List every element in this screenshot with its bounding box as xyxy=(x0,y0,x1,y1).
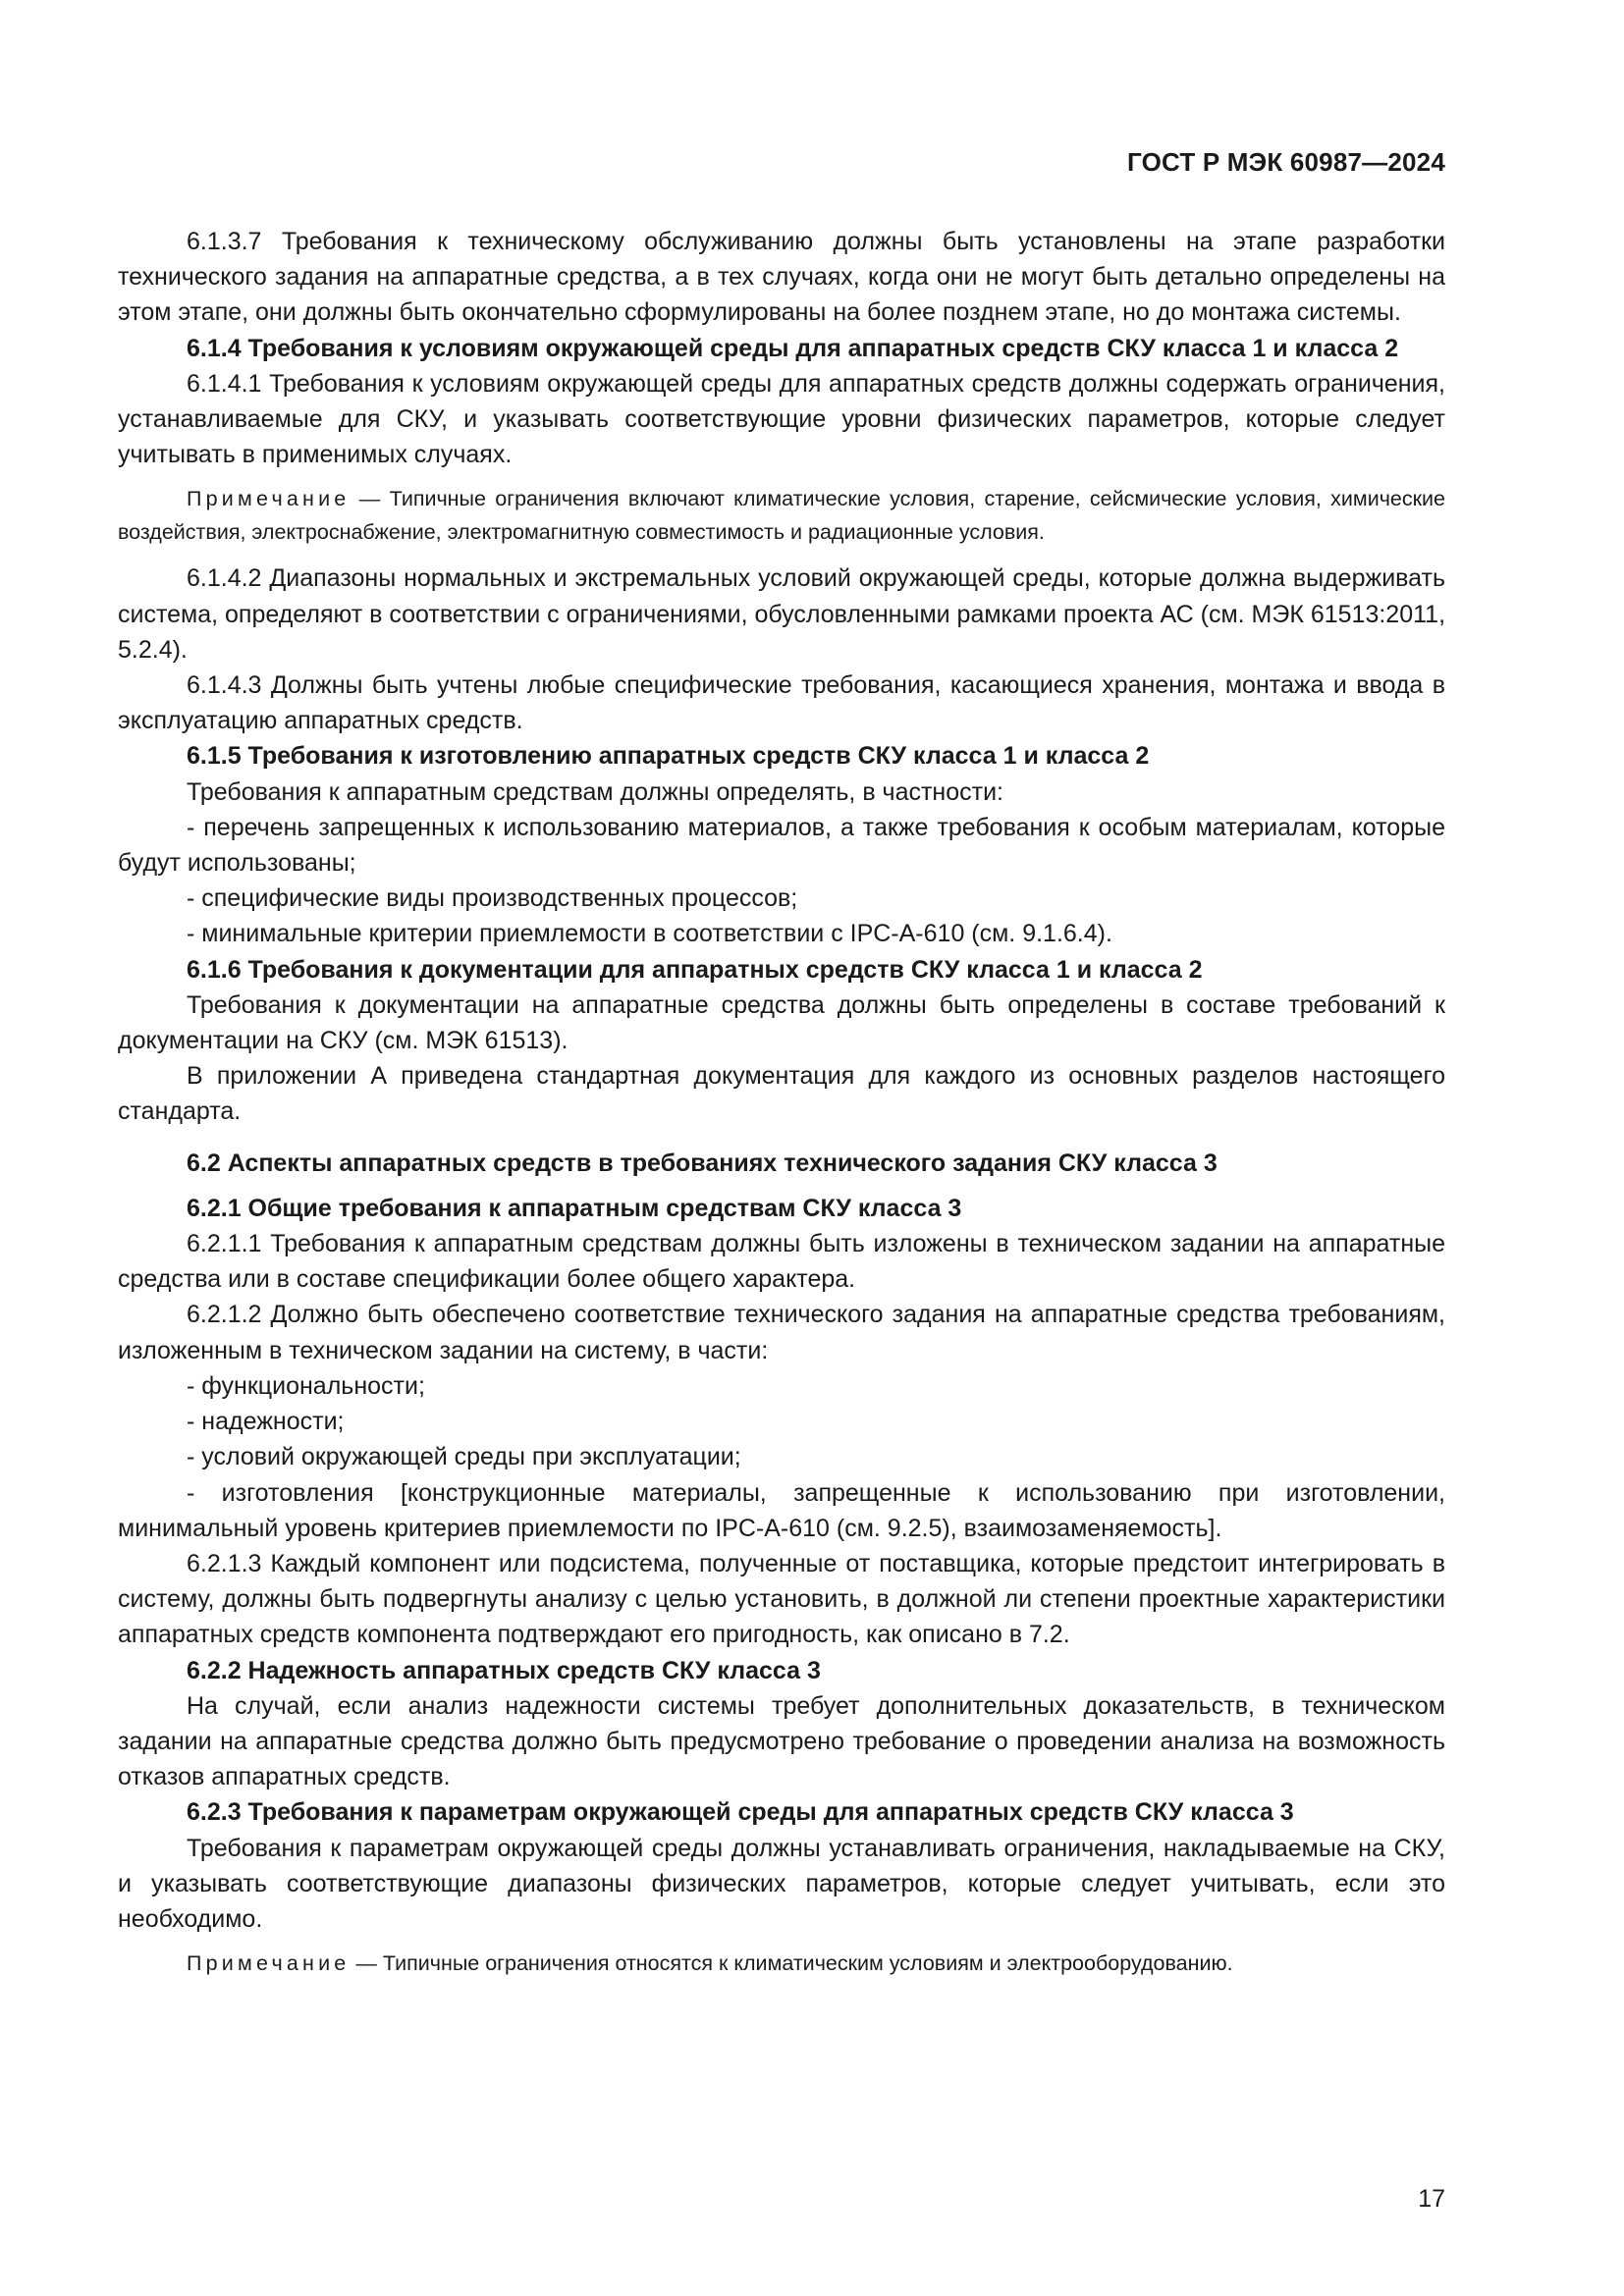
heading-6-1-6: 6.1.6 Требования к документации для аппаратных средств СКУ класса 1 и класса 2 xyxy=(187,955,1203,984)
document-body xyxy=(118,224,1445,1992)
paragraph-6-1-6-b: В приложении А приведена стандартная документация для каждого из основных разделов настоящего стандарта. xyxy=(118,1062,1445,1126)
page-number: 17 xyxy=(1418,2185,1445,2213)
heading-6-1-5: 6.1.5 Требования к изготовлению аппаратных средств СКУ класса 1 и класса 2 xyxy=(187,742,1150,771)
paragraph-6-2-2: На случай, если анализ надежности системы требует дополнительных доказательств, в техническом задании на аппаратные средства должно быть предусмотрено требование о проведении анализа на возможность отказов аппаратных средств. xyxy=(118,1691,1445,1791)
list-item-environment: - условий окружающей среды при эксплуатации; xyxy=(187,1443,741,1471)
clause-6-2-1-2: 6.2.1.2 Должно быть обеспечено соответствие технического задания на аппаратные средства требованиям, изложенным в техническом задании на систему, в части: xyxy=(118,1301,1445,1364)
note-text: — Типичные ограничения относятся к климатическим условиям и электрооборудованию. xyxy=(350,1951,1233,1976)
clause-6-1-3-7: 6.1.3.7 Требования к техническому обслуживанию должны быть установлены на этапе разработки технического задания на аппаратные средства, а в тех случаях, когда они не могут быть детально определены на этом этапе, они должны быть окончательно сформулированы на более позднем этапе, но до монтажа системы. xyxy=(118,228,1445,327)
list-item-reliability: - надежности; xyxy=(187,1408,345,1436)
heading-6-2-2: 6.2.2 Надежность аппаратных средств СКУ класса 3 xyxy=(187,1656,821,1684)
note-6-2-3 xyxy=(118,1947,1445,1980)
list-item-functionality: - функциональности; xyxy=(187,1371,425,1400)
list-item-processes: - специфические виды производственных процессов; xyxy=(187,884,798,913)
clause-6-2-1-1: 6.2.1.1 Требования к аппаратным средствам должны быть изложены в техническом задании на аппаратные средства или в составе спецификации более общего характера. xyxy=(118,1230,1445,1294)
heading-6-2-1: 6.2.1 Общие требования к аппаратным средствам СКУ класса 3 xyxy=(187,1194,962,1222)
list-item-materials: - перечень запрещенных к использованию материалов, а также требования к особым материалам, которые будут использованы; xyxy=(118,813,1445,878)
note-label: Примечание xyxy=(187,487,351,511)
note-6-1-4-1 xyxy=(118,482,1445,549)
document-page xyxy=(118,0,1445,2296)
list-item-manufacturing: - изготовления [конструкционные материалы, запрещенные к использованию при изготовлении, минимальный уровень критериев приемлемости по IPC-A-610 (см. 9.2.5), взаимозаменяемость]. xyxy=(118,1478,1445,1542)
note-label: Примечание xyxy=(187,1951,351,1976)
paragraph-6-2-3: Требования к параметрам окружающей среды должны устанавливать ограничения, накладываемые на СКУ, и указывать соответствующие диапазоны физических параметров, которые следует учитывать, если это необходимо. xyxy=(118,1834,1445,1933)
list-item-acceptance: - минимальные критерии приемлемости в соответствии с IPC-A-610 (см. 9.1.6.4). xyxy=(187,920,1112,948)
paragraph-6-1-6-a: Требования к документации на аппаратные средства должны быть определены в составе требований к документации на СКУ (см. МЭК 61513). xyxy=(118,990,1445,1055)
clause-6-1-4-2: 6.1.4.2 Диапазоны нормальных и экстремальных условий окружающей среды, которые должна выдерживать система, определяют в соответствии с ограничениями, обусловленными рамками проекта АС (см. МЭК 61513:2011, 5.2.4). xyxy=(118,564,1446,664)
heading-6-2: 6.2 Аспекты аппаратных средств в требованиях технического задания СКУ класса 3 xyxy=(187,1148,1218,1177)
heading-6-2-3: 6.2.3 Требования к параметрам окружающей среды для аппаратных средств СКУ класса 3 xyxy=(187,1798,1294,1827)
heading-6-1-4: 6.1.4 Требования к условиям окружающей среды для аппаратных средств СКУ класса 1 и класса 2 xyxy=(187,334,1399,362)
clause-6-2-1-3: 6.2.1.3 Каждый компонент или подсистема, полученные от поставщика, которые предстоит интегрировать в систему, должны быть подвергнуты анализу с целью установить, в должной ли степени проектные характеристики аппаратных средств компонента подтверждают его пригодность, как описано в 7.2. xyxy=(118,1549,1445,1649)
note-text: — Типичные ограничения включают климатические условия, старение, сейсмические условия, химические воздействия, электроснабжение, электромагнитную совместимость и радиационные условия. xyxy=(118,487,1445,545)
clause-6-1-4-1: 6.1.4.1 Требования к условиям окружающей среды для аппаратных средств должны содержать ограничения, устанавливаемые для СКУ, и указывать соответствующие уровни физических параметров, которые следует учитывать в применимых случаях. xyxy=(118,369,1445,469)
paragraph-6-1-5-intro: Требования к аппаратным средствам должны определять, в частности: xyxy=(187,777,1003,806)
document-header: ГОСТ Р МЭК 60987—2024 xyxy=(1126,147,1445,177)
clause-6-1-4-3: 6.1.4.3 Должны быть учтены любые специфические требования, касающиеся хранения, монтажа и ввода в эксплуатацию аппаратных средств. xyxy=(118,671,1445,735)
